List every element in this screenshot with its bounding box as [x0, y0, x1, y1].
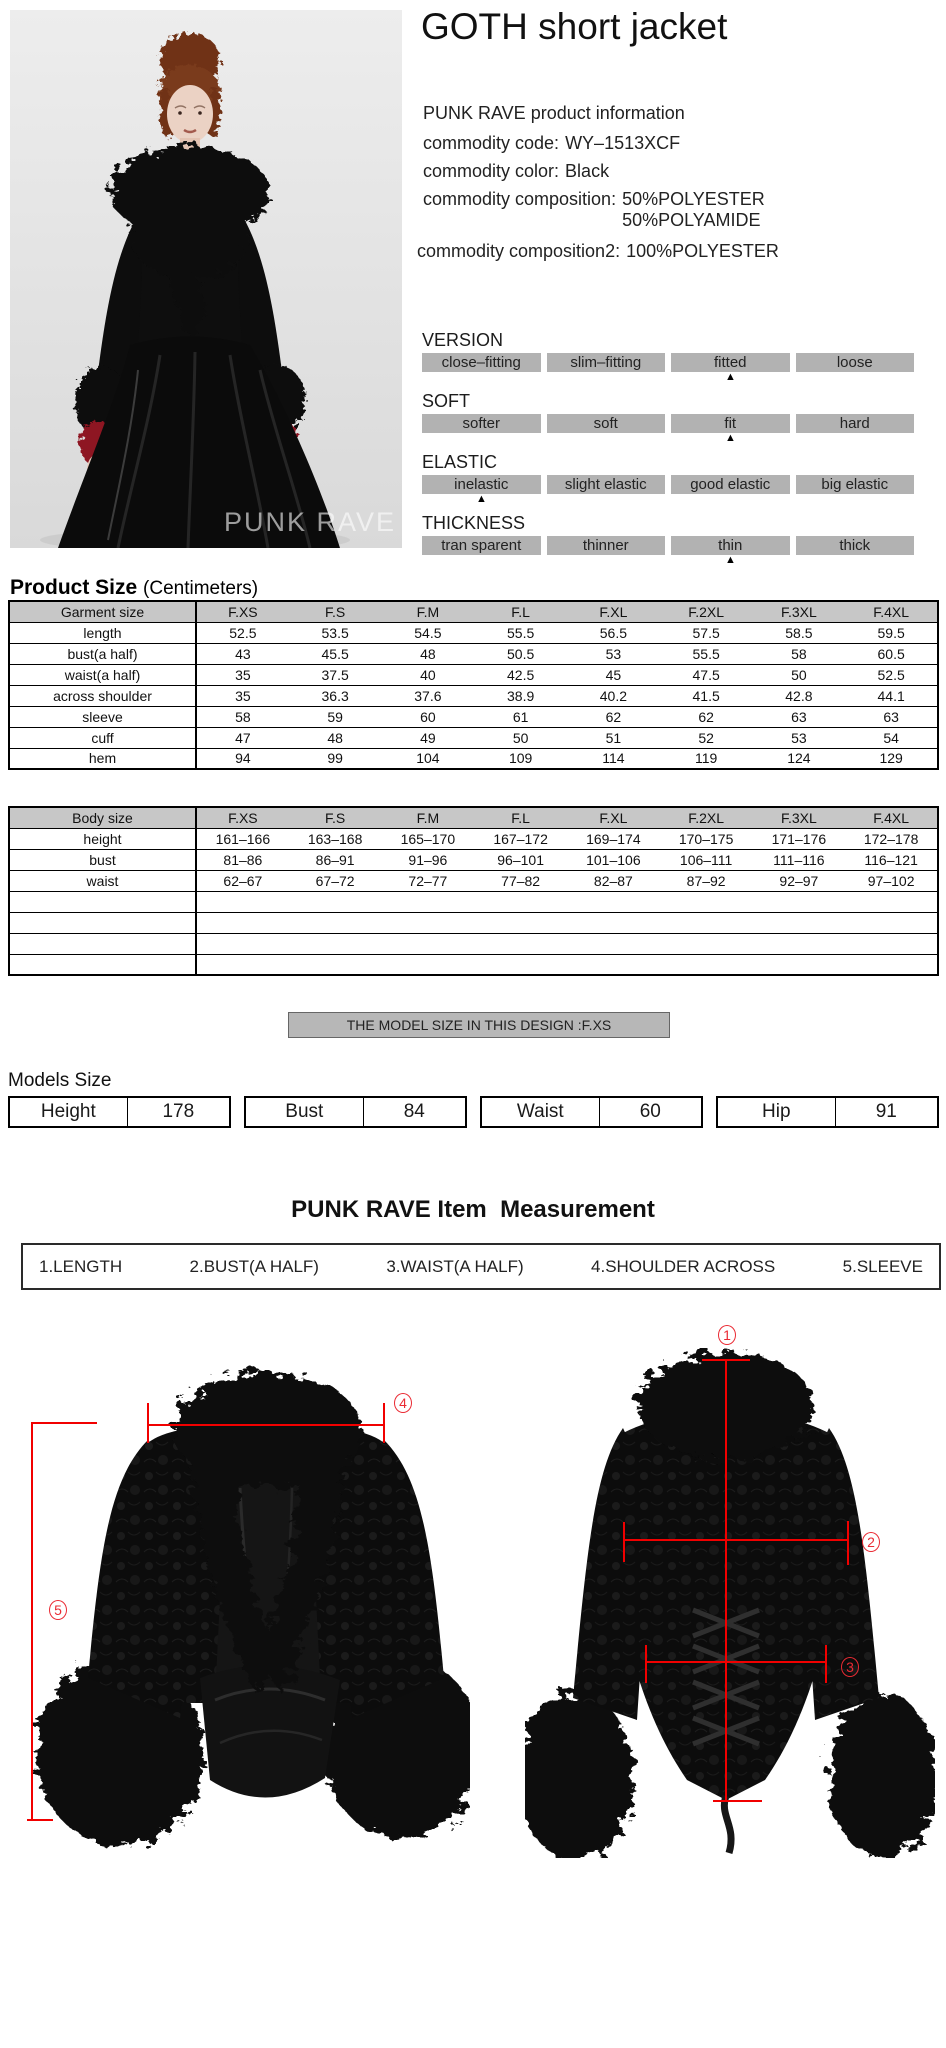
cell-value: 62: [567, 706, 660, 727]
cell-value: 165–170: [382, 828, 475, 849]
attribute-scale-bar: [422, 414, 914, 433]
composition2-label: commodity composition2:: [417, 241, 621, 261]
cell-value: 63: [845, 706, 938, 727]
cell-value: 61: [474, 706, 567, 727]
models-size-table: [8, 1096, 939, 1128]
body-size-table: [8, 806, 939, 976]
commodity-color-label: commodity color:: [423, 161, 560, 181]
measurement-line-waist: [646, 1661, 826, 1663]
column-header: F.M: [382, 601, 475, 622]
bust-left-tick: [623, 1522, 625, 1562]
column-header: Body size: [9, 807, 196, 828]
cell-value: 116–121: [845, 849, 938, 870]
cell-value: 48: [289, 727, 382, 748]
row-label: cuff: [9, 727, 196, 748]
product-info: [417, 103, 938, 269]
cell-value: [196, 891, 938, 912]
attribute-group-version: [422, 330, 914, 386]
model-measure-label: Waist: [482, 1098, 600, 1126]
models-size-heading: Models Size: [8, 1070, 112, 1091]
composition-values: 50%POLYESTER 50%POLYAMIDE: [622, 189, 765, 230]
attribute-name: ELASTIC: [422, 452, 498, 472]
attribute-option: softer: [422, 414, 541, 433]
cell-value: 45: [567, 664, 660, 685]
measurement-diagram: [0, 1327, 946, 1890]
row-label: across shoulder: [9, 685, 196, 706]
attribute-option: close–fitting: [422, 353, 541, 372]
attribute-scales: [422, 330, 914, 574]
product-size-title: Product Size: [10, 576, 138, 599]
table-row: [9, 933, 938, 954]
attribute-option: soft: [547, 414, 666, 433]
cell-value: 60: [382, 706, 475, 727]
cell-value: 51: [567, 727, 660, 748]
attribute-option: loose: [796, 353, 915, 372]
row-label: waist(a half): [9, 664, 196, 685]
cell-value: 52: [660, 727, 753, 748]
cell-value: 62–67: [196, 870, 289, 891]
cell-value: 169–174: [567, 828, 660, 849]
model-measure-box: [716, 1096, 939, 1128]
attribute-group-soft: [422, 391, 914, 447]
table-row: [9, 870, 938, 891]
cell-value: 37.5: [289, 664, 382, 685]
attribute-name: THICKNESS: [422, 513, 526, 533]
table-row: [9, 664, 938, 685]
cell-value: 92–97: [753, 870, 846, 891]
attribute-scale-bar: [422, 353, 914, 372]
cell-value: 48: [382, 643, 475, 664]
cell-value: 50: [753, 664, 846, 685]
cell-value: 109: [474, 748, 567, 769]
attribute-group-elastic: [422, 452, 914, 508]
column-header: F.3XL: [753, 807, 846, 828]
cell-value: 82–87: [567, 870, 660, 891]
row-label: [9, 912, 196, 933]
cell-value: 101–106: [567, 849, 660, 870]
waist-left-tick: [645, 1645, 647, 1683]
row-label: bust(a half): [9, 643, 196, 664]
row-label: waist: [9, 870, 196, 891]
table-row: [9, 954, 938, 975]
marker-4-shoulder: 4: [394, 1393, 412, 1413]
cell-value: 35: [196, 685, 289, 706]
model-size-note: THE MODEL SIZE IN THIS DESIGN :F.XS: [288, 1012, 670, 1038]
model-measure-box: [244, 1096, 467, 1128]
length-top-tick: [702, 1359, 750, 1361]
cell-value: 59.5: [845, 622, 938, 643]
cell-value: 56.5: [567, 622, 660, 643]
marker-5-sleeve: 5: [49, 1600, 67, 1620]
cell-value: 50: [474, 727, 567, 748]
column-header: F.XS: [196, 807, 289, 828]
cell-value: 44.1: [845, 685, 938, 706]
cell-value: 55.5: [474, 622, 567, 643]
selected-level-arrow: ▲: [476, 493, 487, 505]
table-row: [9, 748, 938, 769]
cell-value: 163–168: [289, 828, 382, 849]
cell-value: 104: [382, 748, 475, 769]
cell-value: 40: [382, 664, 475, 685]
photo-watermark: PUNK RAVE: [223, 507, 396, 537]
model-measure-label: Hip: [718, 1098, 836, 1126]
body-size-header-row: [9, 807, 938, 828]
cell-value: 99: [289, 748, 382, 769]
shoulder-left-tick: [147, 1403, 149, 1443]
product-size-unit: (Centimeters): [143, 578, 259, 599]
cell-value: 53.5: [289, 622, 382, 643]
cell-value: 52.5: [845, 664, 938, 685]
table-row: [9, 685, 938, 706]
sleeve-top-tick: [31, 1422, 97, 1424]
column-header: F.L: [474, 807, 567, 828]
garment-size-header-row: [9, 601, 938, 622]
model-measure-box: [480, 1096, 703, 1128]
cell-value: 81–86: [196, 849, 289, 870]
commodity-color-row: [423, 161, 938, 182]
cell-value: 47.5: [660, 664, 753, 685]
cell-value: 57.5: [660, 622, 753, 643]
bust-right-tick: [847, 1521, 849, 1565]
table-row: [9, 912, 938, 933]
table-row: [9, 891, 938, 912]
commodity-code-value: WY–1513XCF: [565, 133, 681, 153]
legend-item: 3.WAIST(A HALF): [386, 1256, 524, 1276]
sleeve-bottom-tick: [27, 1819, 53, 1821]
cell-value: 119: [660, 748, 753, 769]
cell-value: 42.5: [474, 664, 567, 685]
attribute-group-thickness: [422, 513, 914, 569]
model-measure-label: Bust: [246, 1098, 364, 1126]
commodity-code-label: commodity code:: [423, 133, 560, 153]
cell-value: 53: [753, 727, 846, 748]
composition2-value: 100%POLYESTER: [626, 241, 779, 261]
model-measure-value: 178: [162, 1101, 195, 1122]
cell-value: 40.2: [567, 685, 660, 706]
cell-value: 114: [567, 748, 660, 769]
model-measure-value: 91: [875, 1101, 897, 1122]
cell-value: 94: [196, 748, 289, 769]
attribute-option: thick: [796, 536, 915, 555]
attribute-scale-bar: [422, 536, 914, 555]
cell-value: 111–116: [753, 849, 846, 870]
composition-label: commodity composition:: [423, 189, 617, 209]
cell-value: [196, 912, 938, 933]
cell-value: 106–111: [660, 849, 753, 870]
cell-value: 50.5: [474, 643, 567, 664]
cell-value: 41.5: [660, 685, 753, 706]
product-size-heading: [10, 576, 258, 600]
attribute-option: thinner: [547, 536, 666, 555]
row-label: hem: [9, 748, 196, 769]
column-header: F.S: [289, 601, 382, 622]
row-label: [9, 933, 196, 954]
column-header: F.M: [382, 807, 475, 828]
attribute-scale-bar: [422, 475, 914, 494]
cell-value: 54: [845, 727, 938, 748]
selected-level-arrow: ▲: [725, 554, 736, 566]
cell-value: 58.5: [753, 622, 846, 643]
attribute-option: slight elastic: [547, 475, 666, 494]
measurement-line-shoulder: [148, 1424, 384, 1426]
model-photo-illustration: [10, 10, 402, 548]
cell-value: 72–77: [382, 870, 475, 891]
marker-1-length: 1: [718, 1325, 736, 1345]
table-row: [9, 727, 938, 748]
cell-value: 167–172: [474, 828, 567, 849]
column-header: F.4XL: [845, 601, 938, 622]
cell-value: 43: [196, 643, 289, 664]
cell-value: 58: [196, 706, 289, 727]
cell-value: 52.5: [196, 622, 289, 643]
table-row: [9, 643, 938, 664]
cell-value: 45.5: [289, 643, 382, 664]
cell-value: 86–91: [289, 849, 382, 870]
cell-value: 49: [382, 727, 475, 748]
column-header: F.XL: [567, 601, 660, 622]
legend-item: 5.SLEEVE: [842, 1256, 923, 1276]
cell-value: 87–92: [660, 870, 753, 891]
column-header: F.L: [474, 601, 567, 622]
selected-level-arrow: ▲: [725, 371, 736, 383]
attribute-option: good elastic: [671, 475, 790, 494]
commodity-color-value: Black: [565, 161, 610, 181]
attribute-option: slim–fitting: [547, 353, 666, 372]
attribute-option: big elastic: [796, 475, 915, 494]
legend-item: 1.LENGTH: [39, 1256, 123, 1276]
cell-value: 96–101: [474, 849, 567, 870]
cell-value: 42.8: [753, 685, 846, 706]
marker-2-bust: 2: [862, 1532, 880, 1552]
length-bottom-tick: [713, 1800, 762, 1802]
measurement-legend: [21, 1243, 941, 1290]
cell-value: [196, 954, 938, 975]
cell-value: 37.6: [382, 685, 475, 706]
row-label: bust: [9, 849, 196, 870]
cell-value: 97–102: [845, 870, 938, 891]
attribute-name: SOFT: [422, 391, 470, 411]
column-header: F.XS: [196, 601, 289, 622]
cell-value: 53: [567, 643, 660, 664]
cell-value: 67–72: [289, 870, 382, 891]
model-measure-value: 84: [403, 1101, 425, 1122]
cell-value: [196, 933, 938, 954]
cell-value: 60.5: [845, 643, 938, 664]
brand-line: PUNK RAVE product information: [423, 103, 685, 123]
cell-value: 91–96: [382, 849, 475, 870]
cell-value: 54.5: [382, 622, 475, 643]
attribute-option: fitted: [671, 353, 790, 372]
cell-value: 124: [753, 748, 846, 769]
table-row: [9, 828, 938, 849]
measurement-line-sleeve: [31, 1422, 33, 1820]
cell-value: 38.9: [474, 685, 567, 706]
page-title: GOTH short jacket: [421, 6, 728, 47]
cell-value: 77–82: [474, 870, 567, 891]
attribute-option: inelastic: [422, 475, 541, 494]
attribute-option: thin: [671, 536, 790, 555]
legend-item: 4.SHOULDER ACROSS: [591, 1256, 776, 1276]
column-header: F.2XL: [660, 601, 753, 622]
cell-value: 170–175: [660, 828, 753, 849]
column-header: F.4XL: [845, 807, 938, 828]
cell-value: 55.5: [660, 643, 753, 664]
cell-value: 58: [753, 643, 846, 664]
column-header: F.XL: [567, 807, 660, 828]
column-header: Garment size: [9, 601, 196, 622]
legend-item: 2.BUST(A HALF): [189, 1256, 319, 1276]
cell-value: 35: [196, 664, 289, 685]
row-label: [9, 954, 196, 975]
cell-value: 63: [753, 706, 846, 727]
measurement-title: PUNK RAVE Item Measurement: [291, 1196, 655, 1223]
column-header: F.S: [289, 807, 382, 828]
marker-3-waist: 3: [841, 1657, 859, 1677]
column-header: F.3XL: [753, 601, 846, 622]
model-measure-box: [8, 1096, 231, 1128]
table-row: [9, 706, 938, 727]
cell-value: 129: [845, 748, 938, 769]
model-measure-value: 60: [639, 1101, 661, 1122]
attribute-option: fit: [671, 414, 790, 433]
row-label: height: [9, 828, 196, 849]
model-photo: [10, 10, 402, 548]
composition-row: [423, 189, 938, 231]
attribute-option: tran sparent: [422, 536, 541, 555]
garment-size-table: [8, 600, 939, 770]
attribute-name: VERSION: [422, 330, 504, 350]
shoulder-right-tick: [383, 1403, 385, 1443]
composition2-row: [417, 241, 938, 262]
cell-value: 172–178: [845, 828, 938, 849]
measurement-line-bust: [624, 1539, 848, 1541]
measurement-line-length: [725, 1359, 727, 1802]
cell-value: 59: [289, 706, 382, 727]
model-measure-label: Height: [10, 1098, 128, 1126]
table-row: [9, 622, 938, 643]
attribute-option: hard: [796, 414, 915, 433]
row-label: sleeve: [9, 706, 196, 727]
cell-value: 161–166: [196, 828, 289, 849]
cell-value: 36.3: [289, 685, 382, 706]
jacket-back-illustration: [525, 1348, 935, 1858]
cell-value: 62: [660, 706, 753, 727]
table-row: [9, 849, 938, 870]
commodity-code-row: [423, 133, 938, 154]
row-label: [9, 891, 196, 912]
selected-level-arrow: ▲: [725, 432, 736, 444]
waist-right-tick: [825, 1645, 827, 1683]
column-header: F.2XL: [660, 807, 753, 828]
cell-value: 47: [196, 727, 289, 748]
cell-value: 171–176: [753, 828, 846, 849]
row-label: length: [9, 622, 196, 643]
